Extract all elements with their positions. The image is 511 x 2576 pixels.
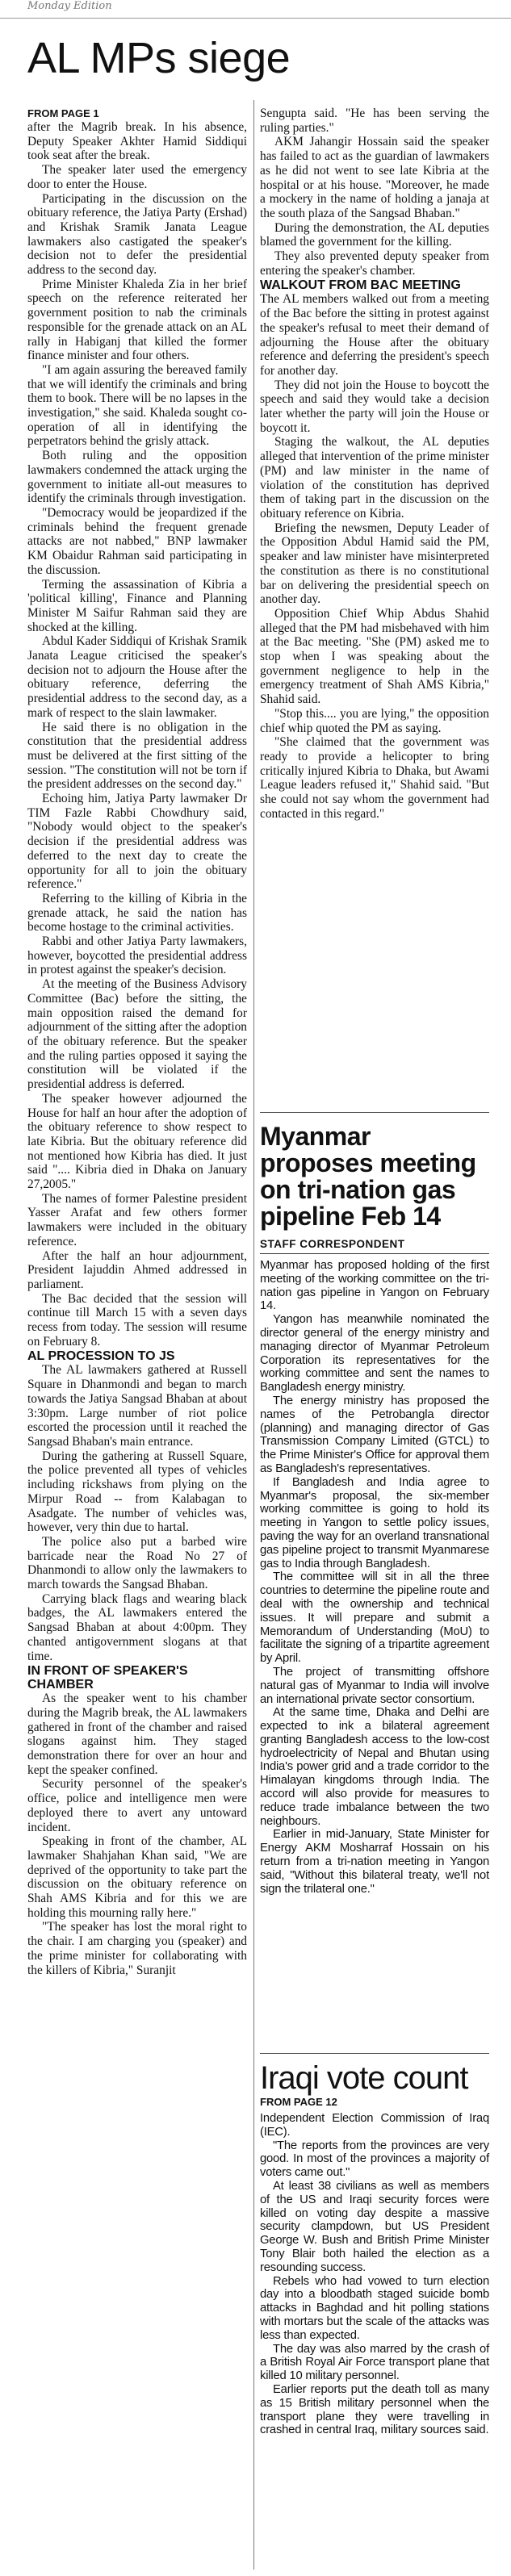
subhead-walkout: WALKOUT FROM BAC MEETING [260,278,461,293]
main-story-body-2 [260,107,489,278]
paragraph: The names of former Palestine president Yasser Arafat and few others former lawmakers were included in the obituary reference. [27,1191,247,1248]
from-page-label: FROM PAGE 1 [27,107,99,119]
paragraph: AKM Jahangir Hossain said the speaker has failed to act as the guardian of lawmakers as he did not went to see late Kibria at the hospital or at his house. "Moreover, he made a mockery in the name of holding a janaja at the south plaza of the Sangsad Bhaban." [260,135,489,220]
walkout-body [260,292,489,821]
main-story-column-2 [260,107,489,821]
myanmar-headline: Myanmar proposes meeting on tri-nation gas pipeline Feb 14 [260,1122,476,1231]
paragraph: Prime Minister Khaleda Zia in her brief speech on the reference reiterated her government position to nab the criminals responsible for the grenade attack on an AL rally in Habiganj that killed the former finance minister and four others. [27,277,247,363]
paragraph: "The speaker has lost the moral right to the chair. I am charging you (speaker) and the prime minister for collaborating with the killers of Kibria," Suranjit [27,1920,247,1977]
paragraph: If Bangladesh and India agree to Myanmar's proposal, the six-member working committee is going to hold its meeting in Yangon to settle policy issues, paving the way for an overland transnational gas pipeline project to transmit Myanmarese gas to India through Bangladesh. [260,1475,489,1570]
paragraph: During the demonstration, the AL deputies blamed the government for the killing. [260,220,489,249]
paragraph: At least 38 civilians as well as members of the US and Iraqi security forces were killed on voting day despite a massive security clampdown, but US President George W. Bush and British Prime Minister Tony Blair both hailed the election as a resounding success. [260,2179,489,2274]
paragraph: Both ruling and the opposition lawmakers condemned the attack urging the government to initiate all-out measures to identify the criminals through investigation. [27,449,247,506]
paragraph: The committee will sit in all the three countries to determine the pipeline route and deal with the ownership and technical issues. It will prepare and submit a Memorandum of Understanding (MoU) to facilitate the signing of a tripartite agreement by April. [260,1570,489,1666]
byline: STAFF CORRESPONDENT [260,1238,489,1254]
subhead-procession: AL PROCESSION TO JS [27,1349,175,1364]
story-separator-1 [260,1112,489,1113]
paragraph: The energy ministry has proposed the names of the Petrobangla director (planning) and managing director of Gas Transmission Company Limited (GTCL) to the Prime Minister's Office for approval them as Bangladesh's representatives. [260,1394,489,1475]
paragraph: Speaking in front of the chamber, AL lawmaker Shahjahan Khan said, "We are deprived of the opportunity to take part the discussion on the obituary reference on Shah AMS Kibria and for this we are holding this mourning rally here." [27,1834,247,1920]
myanmar-story [260,1123,489,1896]
page-header-label: Monday Edition [27,0,112,12]
paragraph: Referring to the killing of Kibria in the grenade attack, he said the nation has become hostage to the criminal activities. [27,891,247,935]
iraq-from-page-label: FROM PAGE 12 [260,2096,337,2108]
paragraph: "The reports from the provinces are very good. In most of the provinces a majority of voters came out." [260,2139,489,2180]
paragraph: The Bac decided that the session will continue till March 15 with a seven days recess from today. The session will resume on February 8. [27,1291,247,1349]
paragraph: Rebels who had vowed to turn election day into a bloodbath staged suicide bomb attacks in Baghdad and hit polling stations with mortars but the scale of the attacks was less than expected. [260,2274,489,2342]
main-story-body-1 [27,120,247,1349]
paragraph: "I am again assuring the bereaved family that we will identify the criminals and bring them to book. There will be no lapses in the investigation," she said. Khaleda sought co-operation of all in identifying the perpetrators behind the grisly attack. [27,362,247,449]
paragraph: He said there is no obligation in the constitution that the presidential address must be delivered at the first sitting of the session. "The constitution will not be torn if the president addresses on the second day." [27,720,247,792]
paragraph: Abdul Kader Siddiqui of Krishak Sramik Janata League criticised the speaker's decision not to adjourn the House after the obituary reference, deferring the presidential address to the second day, as a mark of respect to the slain lawmaker. [27,634,247,720]
paragraph: The speaker later used the emergency door to enter the House. [27,163,247,191]
paragraph: They did not join the House to boycott the speech and said they would take a decision later whether the party will join the House or boycott it. [260,378,489,435]
paragraph: Participating in the discussion on the obituary reference, the Jatiya Party (Ershad) and Krishak Sramik Janata League lawmakers also castigated the speaker's decision not to defer the presidential address to the second day. [27,191,247,278]
paragraph: The police also put a barbed wire barricade near the Road No 27 of Dhanmondi to allow only the lawmakers to march towards the Sangsad Bhaban. [27,1534,247,1592]
column-divider [253,100,254,2570]
paragraph: "Democracy would be jeopardized if the criminals behind the frequent grenade attacks are not nabbed," BNP lawmaker KM Obaidur Rahman said participating in the discussion. [27,505,247,577]
paragraph: Security personnel of the speaker's office, police and intelligence men were deployed there to avert any untoward incident. [27,1777,247,1834]
paragraph: after the Magrib break. In his absence, Deputy Speaker Akhter Hamid Siddiqui took seat after the break. [27,120,247,163]
chamber-body [27,1692,247,1977]
paragraph: Myanmar has proposed holding of the first meeting of the working committee on the tri-nation gas pipeline in Yangon on February 14. [260,1259,489,1313]
paragraph: During the gathering at Russell Square, the police prevented all types of vehicles including rickshaws from plying on the Mirpur Road -- from Kalabagan to Asadgate. The number of vehicles was, however, very thin due to hartal. [27,1449,247,1535]
paragraph: The day was also marred by the crash of a British Royal Air Force transport plane that killed 10 military personnel. [260,2342,489,2383]
paragraph: At the meeting of the Business Advisory Committee (Bac) before the sitting, the main opposition raised the demand for adjournment of the sitting after the adoption of the obituary reference. But the speaker and the ruling parties opposed it saying the constitution will be violated if the presidential address is deferred. [27,977,247,1092]
paragraph: Staging the walkout, the AL deputies alleged that intervention of the prime minister (PM) and law minister in the name of violation of the constitution has deprived them of taking part in the discussion on the obituary reference on Kibria. [260,435,489,521]
paragraph: Rabbi and other Jatiya Party lawmakers, however, boycotted the presidential address in protest against the speaker's decision. [27,935,247,977]
subhead-chamber: IN FRONT OF SPEAKER'S CHAMBER [27,1664,188,1692]
paragraph: "Stop this.... you are lying," the opposition chief whip quoted the PM as saying. [260,706,489,735]
paragraph: Opposition Chief Whip Abdus Shahid alleged that the PM had misbehaved with him at the Bac meeting. "She (PM) asked me to stop when I was speaking about the government negligence to help in the emergency treatment of Shah AMS Kibria," Shahid said. [260,606,489,707]
story-separator-2 [260,2053,489,2054]
paragraph: Earlier reports put the death toll as many as 15 British military personnel when the transport plane they were travelling in crashed in central Iraq, military sources said. [260,2382,489,2437]
procession-body [27,1363,247,1663]
iraq-headline: Iraqi vote count [260,2060,468,2096]
iraq-body [260,2112,489,2437]
paragraph: As the speaker went to his chamber during the Magrib break, the AL lawmakers gathered in front of the chamber and raised slogans against him. They staged demonstration there for over an hour and kept the speaker confined. [27,1692,247,1777]
paragraph: Briefing the newsmen, Deputy Leader of the Opposition Abdul Hamid said the PM, speaker and law minister have misinterpreted the constitution as there is no constitutional bar on delivering the presidential speech on another day. [260,521,489,607]
paragraph: Yangon has meanwhile nominated the director general of the energy ministry and managing director of Myanmar Petroleum Corporation its representatives for the working committee and sent the names to Bangladesh energy ministry. [260,1313,489,1395]
paragraph: Terming the assassination of Kibria a 'political killing', Finance and Planning Minister M Saifur Rahman said they are shocked at the killing. [27,577,247,634]
paragraph: The AL lawmakers gathered at Russell Square in Dhanmondi and began to march towards the Jatiya Sangsad Bhaban at about 3:30pm. Large number of riot police escorted the procession until it reached the Sangsad Bhaban's main entrance. [27,1363,247,1449]
paragraph: The project of transmitting offshore natural gas of Myanmar to India will involve an international private sector consortium. [260,1665,489,1706]
paragraph: Carrying black flags and wearing black badges, the AL lawmakers entered the Sangsad Bhaban at about 4:00pm. They chanted antigovernment slogans at that time. [27,1591,247,1663]
paragraph: The speaker however adjourned the House for half an hour after the adoption of the obituary reference to show respect to late Kibria. But the obituary reference did not mentioned how Kibria has died. It just said ".... Kibria died in Dhaka on January 27,2005." [27,1091,247,1192]
paragraph: Independent Election Commission of Iraq (IEC). [260,2112,489,2139]
paragraph: The AL members walked out from a meeting of the Bac before the sitting in protest against the speaker's refusal to meet their demand of adjourning the House after the obituary reference and deferring the president's speech for another day. [260,292,489,378]
main-headline: AL MPs siege [27,34,291,82]
iraq-story [260,2061,489,2437]
paragraph: At the same time, Dhaka and Delhi are expected to ink a bilateral agreement granting Bangladesh access to the low-cost hydroelectricity of Nepal and Bhutan using India's power grid and a trade corridor to the Himalayan kingdoms through India. The accord will also provide for measures to reduce trade imbalance between the two neighbours. [260,1706,489,1828]
paragraph: Earlier in mid-January, State Minister for Energy AKM Mosharraf Hossain on his return from a tri-nation meeting in Yangon said, "Without this bilateral treaty, we'll not sign the trilateral one." [260,1828,489,1896]
main-story-column-1 [27,107,247,1977]
page-top-strip [0,0,511,19]
paragraph: "She claimed that the government was ready to provide a helicopter to bring critically injured Kibria to Dhaka, but Awami League leaders refused it," Shahid said. "But she could not say whom the government had contacted in this regard." [260,735,489,821]
paragraph: They also prevented deputy speaker from entering the speaker's chamber. [260,249,489,278]
myanmar-body [260,1259,489,1896]
paragraph: Echoing him, Jatiya Party lawmaker Dr TIM Fazle Rabbi Chowdhury said, "Nobody would object to the speaker's decision if the presidential address was deferred to the next day to create the opportunity for all to join the obituary reference." [27,792,247,892]
paragraph: After the half an hour adjournment, President Iajuddin Ahmed addressed in parliament. [27,1248,247,1291]
paragraph: Sengupta said. "He has been serving the ruling parties." [260,107,489,135]
